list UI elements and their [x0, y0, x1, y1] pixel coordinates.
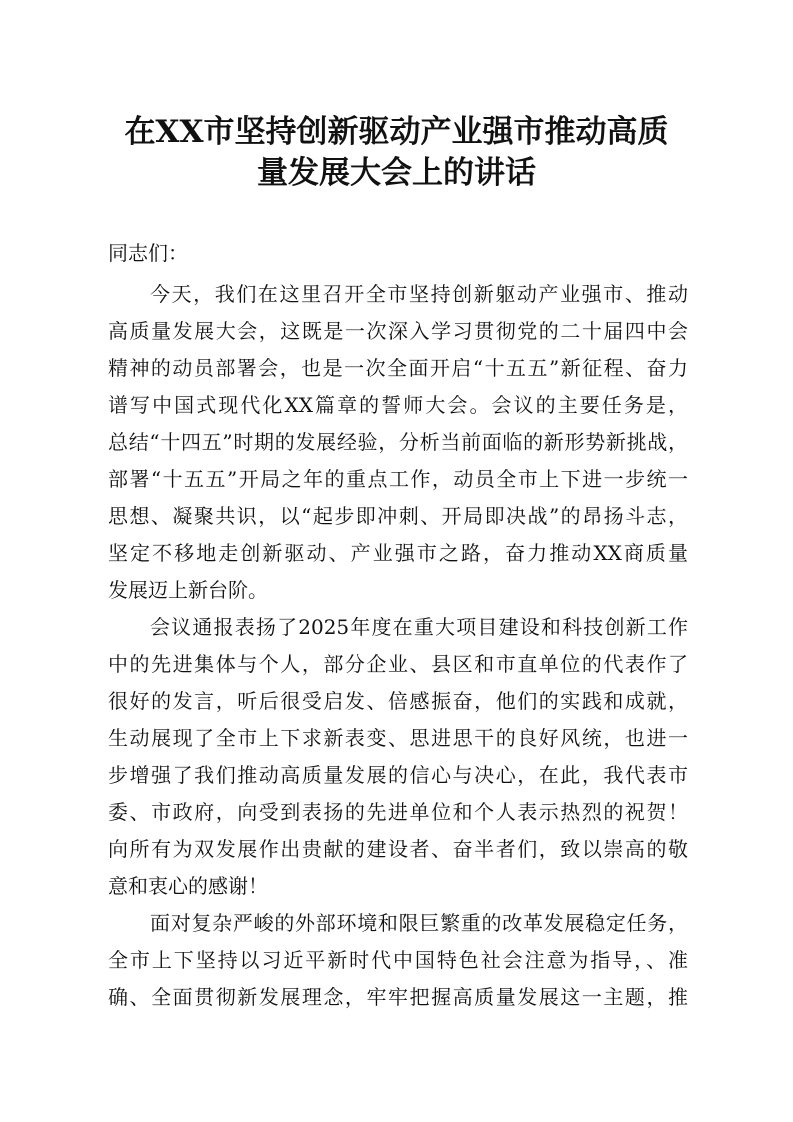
- paragraph-line: 总结“十四五”时期的发展经验，分析当前面临的新形势新挑战，: [108, 430, 688, 454]
- paragraph-line: 确、全面贯彻新发展理念，牢牢把握高质量发展这一主题，推: [108, 985, 688, 1009]
- paragraphs: [108, 276, 688, 1016]
- paragraph-line: 思想、凝聚共识，以“起步即冲刺、开局即决战”的昂扬斗志，: [108, 504, 688, 528]
- paragraph-line: 今天，我们在这里召开全市坚持创新躯动产业强市、推动: [150, 282, 688, 306]
- paragraph-line: 高质量发展大会，这既是一次深入学习贯彻党的二十届四中会: [108, 319, 688, 343]
- paragraph-line: 中的先进集体与个人，部分企业、县区和市直单位的代表作了: [108, 652, 688, 676]
- paragraph-line: 部署“十五五”开局之年的重点工作，动员全市上下进一步统一: [108, 467, 688, 491]
- paragraph-line: 生动展现了全市上下求新表变、思进思干的良好风统，也进一: [108, 726, 688, 750]
- salutation: 同志们：: [108, 241, 188, 265]
- paragraph: [108, 276, 688, 609]
- title-line: 量发展大会上的讲话: [257, 155, 536, 191]
- document-title: [90, 112, 703, 194]
- paragraph-line: 谱写中国式现代化XX篇章的誓师大会。会议的主要任务是，: [108, 393, 688, 417]
- paragraph-line: 会议通报表扬了2025年度在重大项目建设和科技创新工作: [150, 615, 688, 639]
- paragraph: [108, 609, 688, 905]
- paragraph-line: 很好的发言，听后很受启发、倍感振奋，他们的实践和成就，: [108, 689, 688, 713]
- paragraph: [108, 905, 688, 1016]
- document-body: [108, 236, 688, 1016]
- title-line: 在XX市坚持创新驱动产业强市推动高质: [124, 114, 669, 150]
- paragraph-line: 精神的动员部署会，也是一次全面开启“十五五”新征程、奋力: [108, 356, 688, 380]
- paragraph-line: 坚定不移地走创新驱动、产业强市之路，奋力推动XX商质量: [108, 541, 688, 565]
- paragraph-line: 面对复杂严峻的外部环境和限巨繁重的改革发展稳定任务，: [150, 911, 688, 935]
- paragraph-line: 向所有为双发展作出贵献的建设者、奋半者们，致以崇高的敬: [108, 837, 688, 861]
- paragraph-line: 全市上下坚持以习近平新时代中国特色社会注意为指导，、准: [108, 948, 688, 972]
- paragraph-line: 步增强了我们推动高质量发展的信心与决心，在此，我代表市: [108, 763, 688, 787]
- paragraph-line: 发展迈上新台阶。: [108, 578, 268, 602]
- paragraph-line: 委、市政府，向受到表扬的先进单位和个人表示热烈的祝贺！: [108, 800, 688, 824]
- paragraph-line: 意和衷心的感谢！: [108, 874, 268, 898]
